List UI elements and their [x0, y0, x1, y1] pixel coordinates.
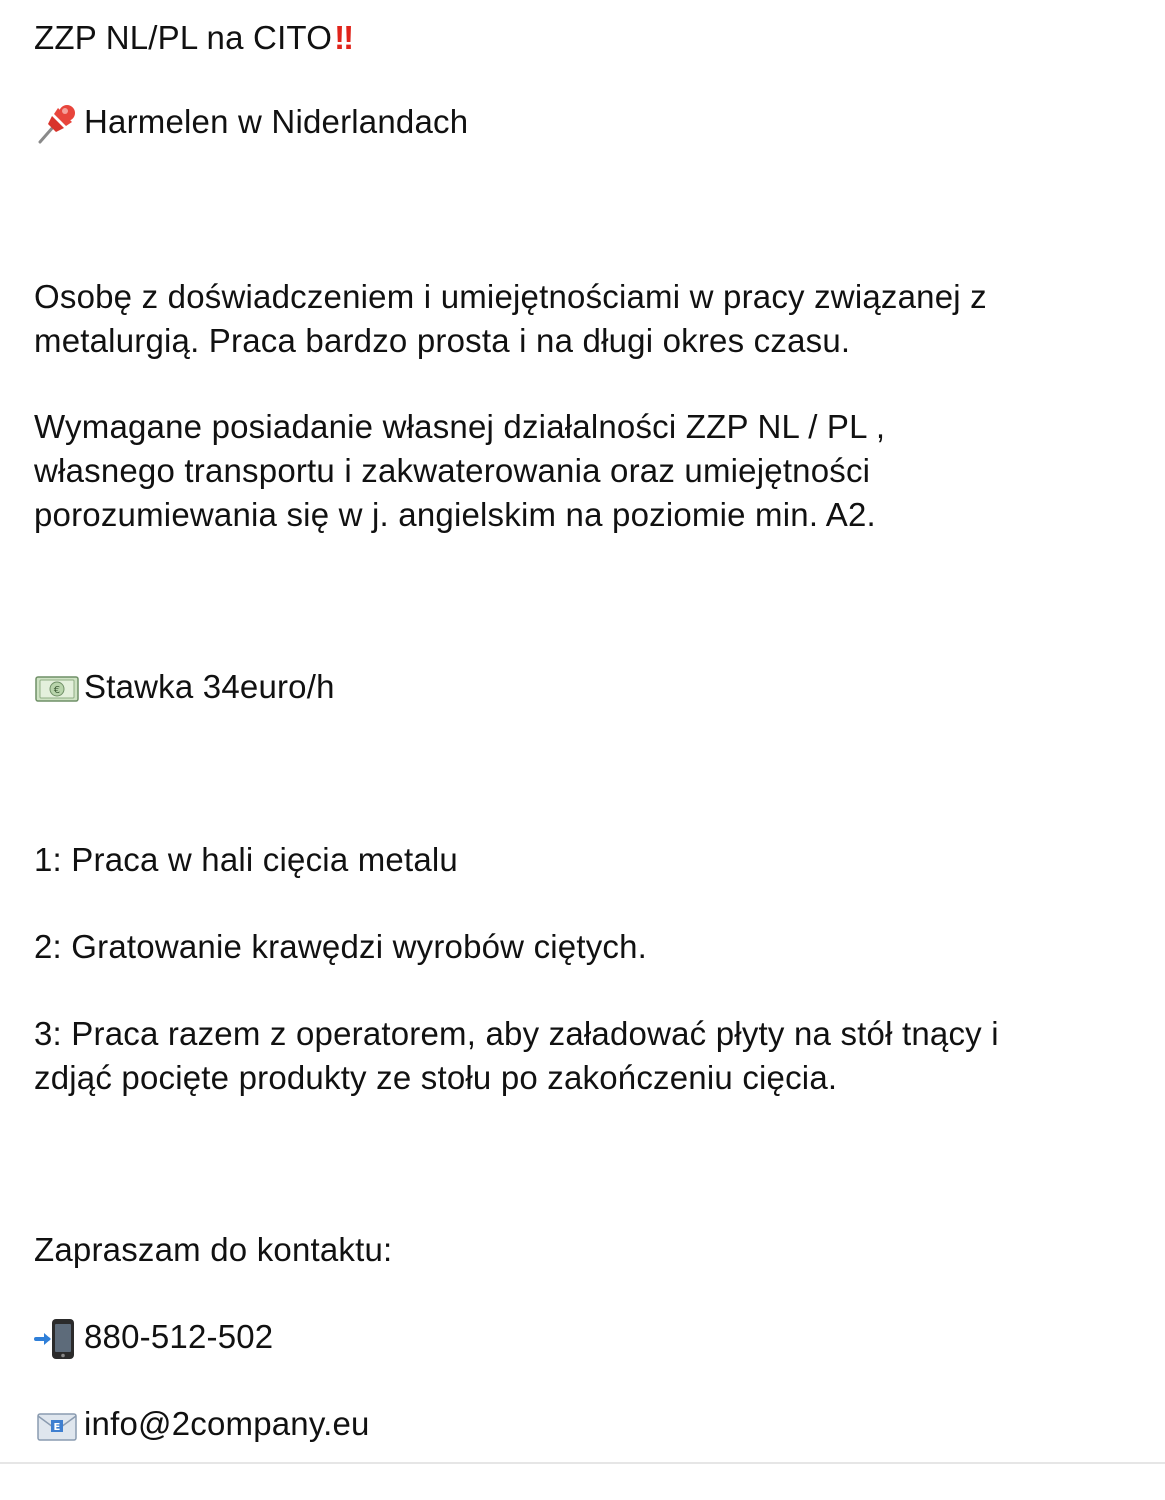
- task-2: 2: Gratowanie krawędzi wyrobów ciętych.: [34, 928, 648, 965]
- task-3: [34, 1012, 1124, 1100]
- post-title: ZZP NL/PL na CITO: [34, 19, 333, 56]
- email-envelope-icon: [34, 1404, 80, 1444]
- location-text: Harmelen w Niderlandach: [84, 103, 469, 140]
- task-3-line: zdjąć pocięte produkty ze stołu po zakończeniu cięcia.: [34, 1059, 838, 1096]
- requirements-line: własnego transportu i zakwaterowania oraz umiejętności: [34, 452, 871, 489]
- rate-row: [34, 665, 335, 709]
- task-1: 1: Praca w hali cięcia metalu: [34, 841, 458, 878]
- phone-row: [34, 1315, 273, 1359]
- requirements-line: Wymagane posiadanie własnej działalności ZZP NL / PL ,: [34, 408, 886, 445]
- mobile-phone-arrow-icon: [34, 1317, 80, 1357]
- location-row: [34, 100, 468, 144]
- email-row: [34, 1402, 370, 1446]
- pushpin-icon: [34, 102, 80, 142]
- rate-text: Stawka 34euro/h: [84, 668, 335, 705]
- svg-text:€: €: [53, 685, 61, 696]
- description-line: metalurgią. Praca bardzo prosta i na długi okres czasu.: [34, 322, 851, 359]
- post-title-row: [34, 16, 352, 60]
- requirements-line: porozumiewania się w j. angielskim na poziomie min. A2.: [34, 496, 876, 533]
- requirements-paragraph: [34, 405, 1124, 537]
- phone-number[interactable]: 880-512-502: [84, 1318, 274, 1355]
- email-address[interactable]: info@2company.eu: [84, 1405, 370, 1442]
- task-3-line: 3: Praca razem z operatorem, aby załadować płyty na stół tnący i: [34, 1015, 999, 1052]
- contact-heading: Zapraszam do kontaktu:: [34, 1231, 393, 1268]
- euro-banknote-icon: [34, 667, 80, 707]
- svg-text:E: E: [53, 1422, 61, 1433]
- double-exclamation-icon: !!: [334, 19, 353, 56]
- description-line: Osobę z doświadczeniem i umiejętnościami w pracy związanej z: [34, 278, 987, 315]
- description-paragraph: [34, 275, 1124, 363]
- footer-strip: [0, 1464, 1165, 1500]
